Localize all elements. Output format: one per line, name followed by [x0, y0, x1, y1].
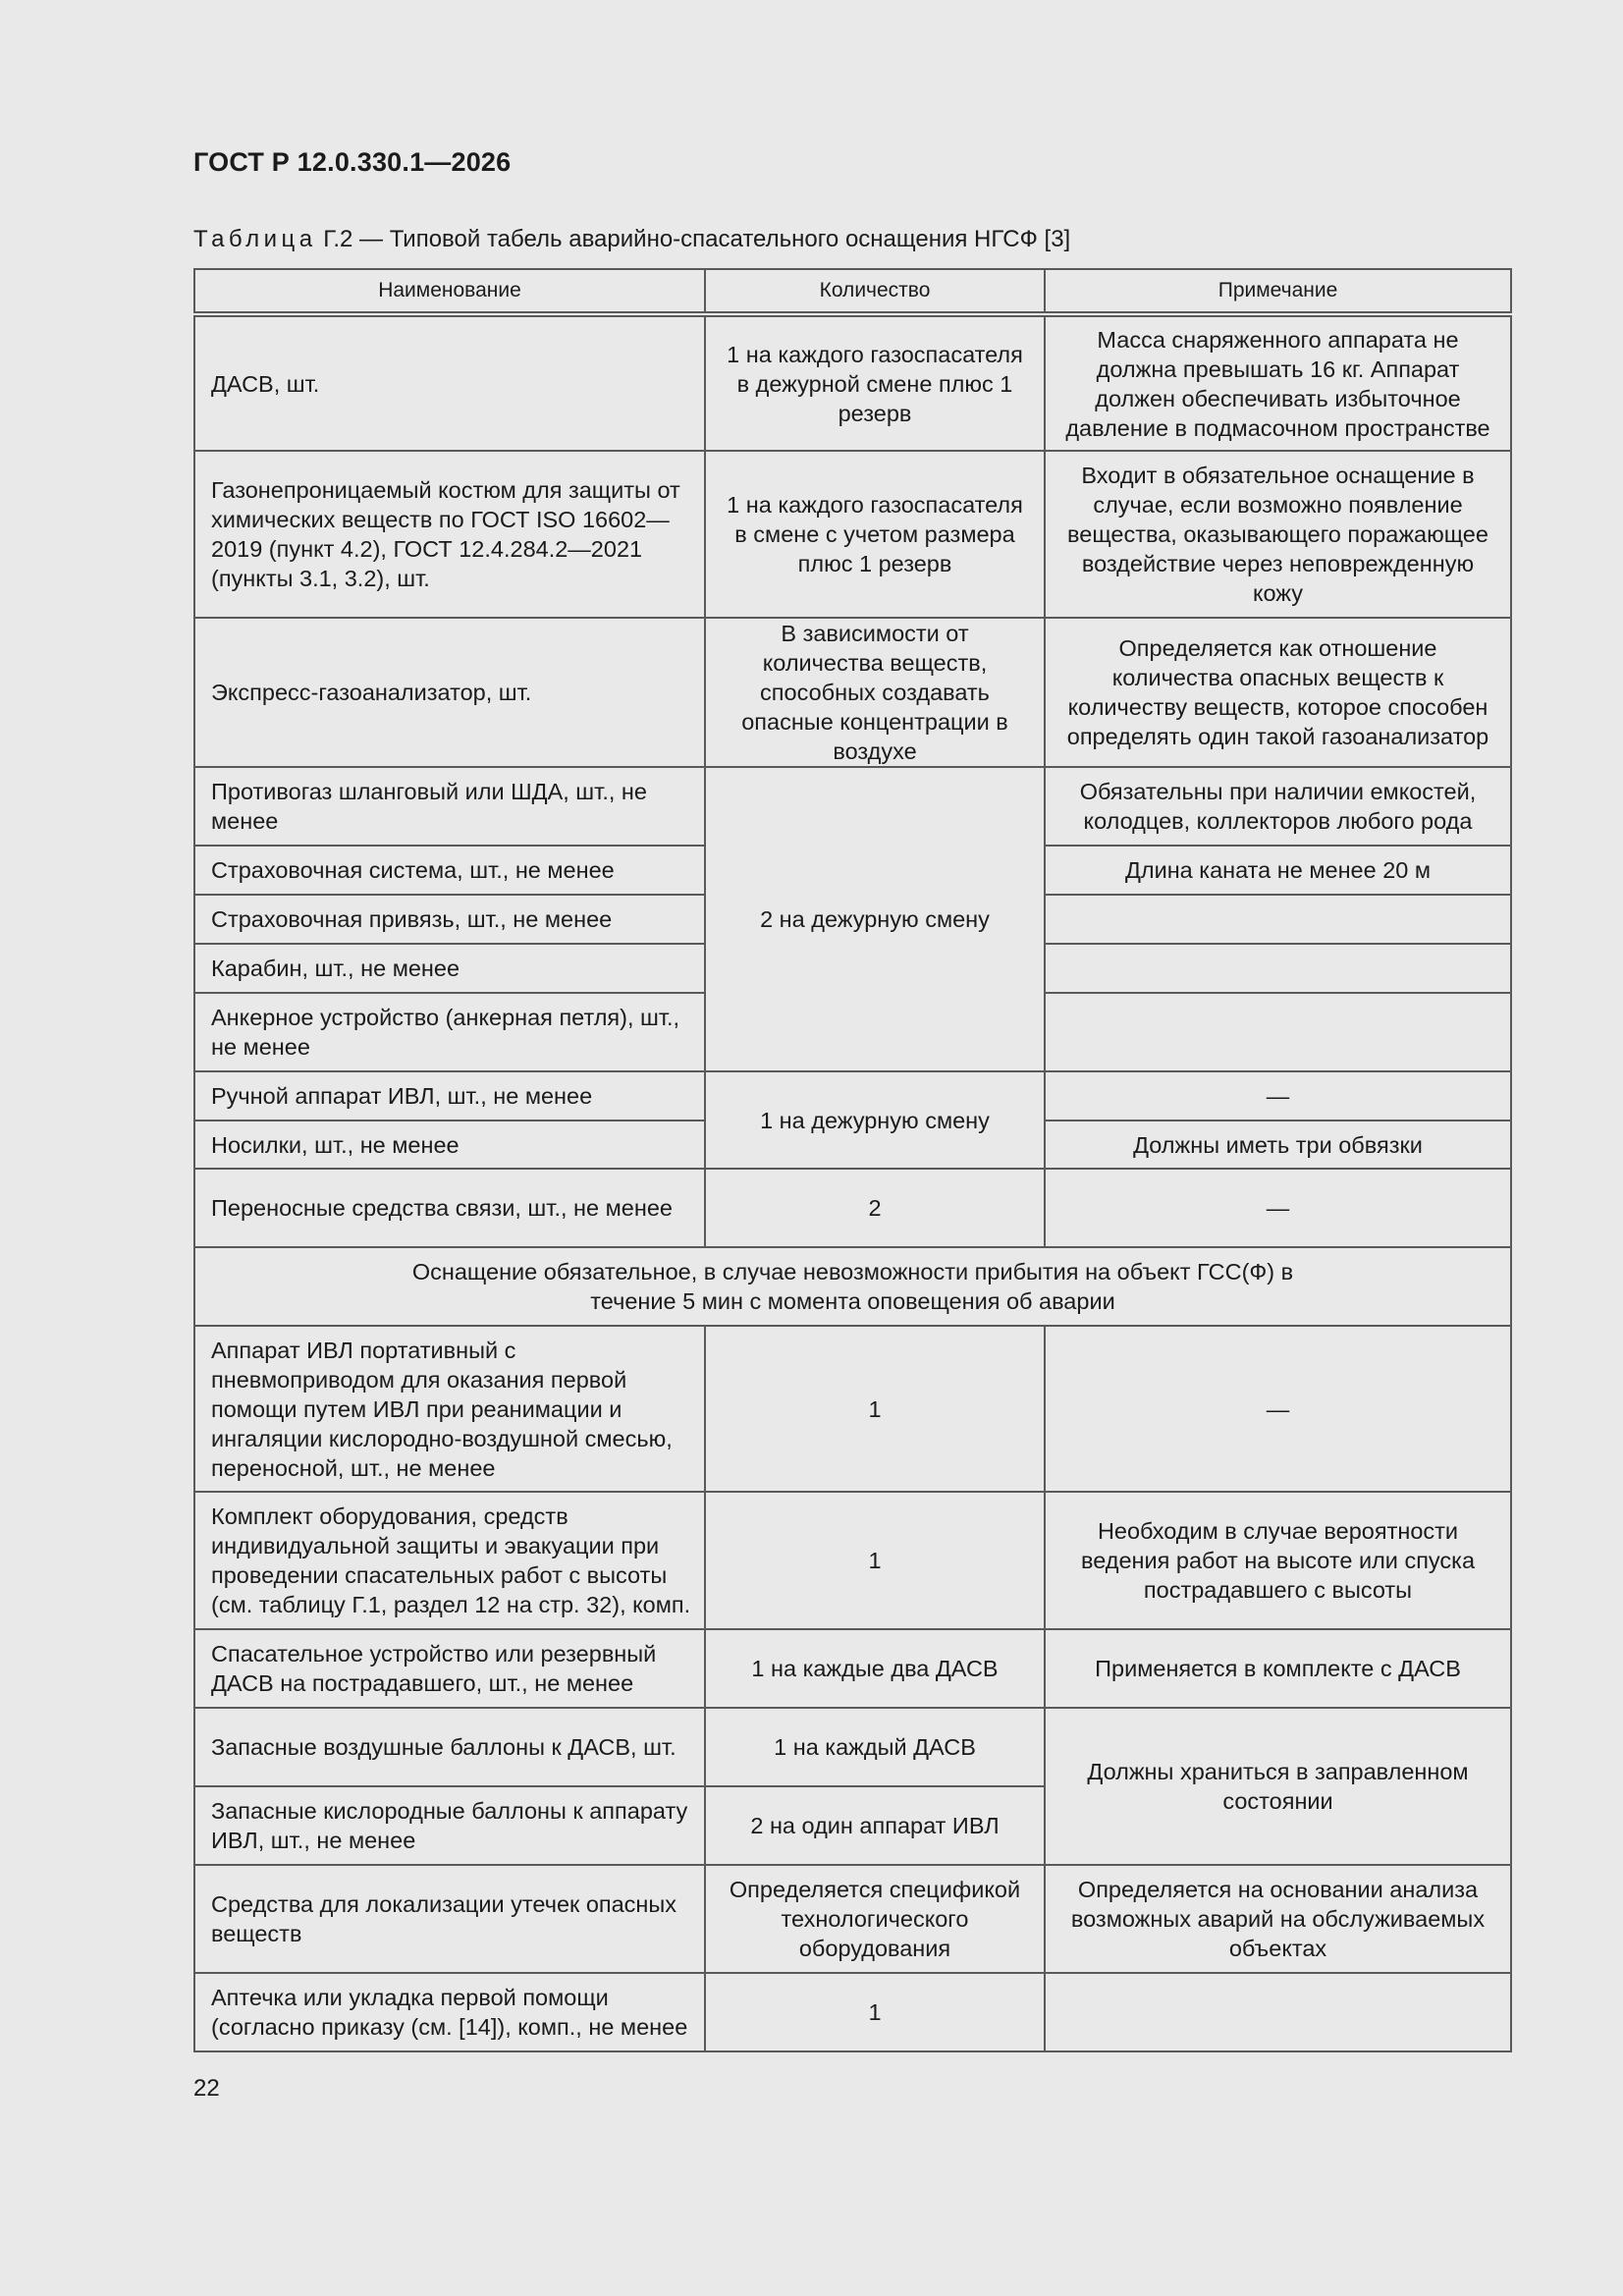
cell-note: Определяется на основании анализа возможных аварий на обслуживаемых объектах	[1045, 1865, 1511, 1973]
cell-name: Запасные кислородные баллоны к аппарату ИВЛ, шт., не менее	[194, 1786, 705, 1865]
table-row	[194, 314, 1511, 451]
table-row	[194, 1629, 1511, 1708]
cell-name: Карабин, шт., не менее	[194, 944, 705, 993]
column-header-name: Наименование	[194, 269, 705, 314]
cell-note: —	[1045, 1326, 1511, 1492]
column-header-quantity: Количество	[705, 269, 1045, 314]
cell-quantity: 1 на каждого газоспасателя в дежурной смене плюс 1 резерв	[705, 314, 1045, 451]
cell-name: Анкерное устройство (анкерная петля), шт., не менее	[194, 993, 705, 1071]
table-row	[194, 1169, 1511, 1247]
cell-name: Переносные средства связи, шт., не менее	[194, 1169, 705, 1247]
table-header-row	[194, 269, 1511, 314]
cell-name: Носилки, шт., не менее	[194, 1121, 705, 1169]
cell-note: Должны иметь три обвязки	[1045, 1121, 1511, 1169]
cell-note: Определяется как отношение количества опасных веществ к количеству веществ, которое способен определять один такой газоанализатор	[1045, 618, 1511, 767]
cell-note	[1045, 944, 1511, 993]
document-id: ГОСТ Р 12.0.330.1—2026	[193, 147, 512, 177]
table-row	[194, 767, 1511, 846]
table-caption-prefix: Таблица	[193, 226, 317, 252]
cell-quantity: 1	[705, 1326, 1045, 1492]
cell-quantity: 1 на дежурную смену	[705, 1071, 1045, 1169]
section-row	[194, 1247, 1511, 1326]
cell-quantity: Определяется спецификой технологического оборудования	[705, 1865, 1045, 1973]
cell-name: ДАСВ, шт.	[194, 314, 705, 451]
cell-note: Длина каната не менее 20 м	[1045, 846, 1511, 895]
cell-name: Запасные воздушные баллоны к ДАСВ, шт.	[194, 1708, 705, 1786]
cell-note: Масса снаряженного аппарата не должна превышать 16 кг. Аппарат должен обеспечивать избыточное давление в подмасочном пространстве	[1045, 314, 1511, 451]
cell-note: —	[1045, 1169, 1511, 1247]
cell-note: Применяется в комплекте с ДАСВ	[1045, 1629, 1511, 1708]
table-row	[194, 1326, 1511, 1492]
cell-name: Спасательное устройство или резервный ДАСВ на пострадавшего, шт., не менее	[194, 1629, 705, 1708]
cell-note	[1045, 993, 1511, 1071]
cell-name: Ручной аппарат ИВЛ, шт., не менее	[194, 1071, 705, 1121]
cell-quantity: 1 на каждые два ДАСВ	[705, 1629, 1045, 1708]
cell-quantity: 1	[705, 1492, 1045, 1629]
cell-name: Экспресс-газоанализатор, шт.	[194, 618, 705, 767]
cell-note: Должны храниться в заправленном состоянии	[1045, 1708, 1511, 1865]
cell-note	[1045, 1973, 1511, 2051]
table-row	[194, 1865, 1511, 1973]
cell-name: Противогаз шланговый или ШДА, шт., не менее	[194, 767, 705, 846]
cell-note: Входит в обязательное оснащение в случае, если возможно появление вещества, оказывающего поражающее воздействие через неповрежденную кожу	[1045, 451, 1511, 618]
cell-quantity: В зависимости от количества веществ, способных создавать опасные концентрации в воздухе	[705, 618, 1045, 767]
table-row	[194, 1973, 1511, 2051]
cell-name: Комплект оборудования, средств индивидуальной защиты и эвакуации при проведении спасательных работ с высоты (см. таблицу Г.1, раздел 12 на стр. 32), комп.	[194, 1492, 705, 1629]
cell-note	[1045, 895, 1511, 944]
cell-name: Аппарат ИВЛ портативный с пневмоприводом для оказания первой помощи путем ИВЛ при реанимации и ингаляции кислородно-воздушной смесью, переносной, шт., не менее	[194, 1326, 705, 1492]
cell-name: Аптечка или укладка первой помощи (согласно приказу (см. [14]), комп., не менее	[194, 1973, 705, 2051]
cell-quantity: 2 на дежурную смену	[705, 767, 1045, 1071]
table-row	[194, 618, 1511, 767]
table-row	[194, 1492, 1511, 1629]
table-caption-text: Г.2 — Типовой табель аварийно-спасательного оснащения НГСФ [3]	[316, 226, 1071, 252]
cell-note: Необходим в случае вероятности ведения работ на высоте или спуска пострадавшего с высоты	[1045, 1492, 1511, 1629]
cell-quantity: 2	[705, 1169, 1045, 1247]
cell-name: Страховочная привязь, шт., не менее	[194, 895, 705, 944]
cell-note: Обязательны при наличии емкостей, колодцев, коллекторов любого рода	[1045, 767, 1511, 846]
table-row	[194, 451, 1511, 618]
cell-name: Газонепроницаемый костюм для защиты от химических веществ по ГОСТ ISO 16602—2019 (пункт 4.2), ГОСТ 12.4.284.2—2021 (пункты 3.1, 3.2), шт.	[194, 451, 705, 618]
cell-quantity: 1	[705, 1973, 1045, 2051]
table-row	[194, 1708, 1511, 1786]
equipment-table	[193, 268, 1512, 2052]
section-heading: Оснащение обязательное, в случае невозможности прибытия на объект ГСС(Ф) в течение 5 мин с момента оповещения об аварии	[194, 1247, 1511, 1326]
table-caption	[193, 226, 1070, 253]
cell-quantity: 1 на каждого газоспасателя в смене с учетом размера плюс 1 резерв	[705, 451, 1045, 618]
cell-quantity: 1 на каждый ДАСВ	[705, 1708, 1045, 1786]
cell-name: Страховочная система, шт., не менее	[194, 846, 705, 895]
cell-quantity: 2 на один аппарат ИВЛ	[705, 1786, 1045, 1865]
table-row	[194, 1071, 1511, 1121]
cell-name: Средства для локализации утечек опасных веществ	[194, 1865, 705, 1973]
cell-note: —	[1045, 1071, 1511, 1121]
column-header-note: Примечание	[1045, 269, 1511, 314]
page-number: 22	[193, 2075, 220, 2102]
